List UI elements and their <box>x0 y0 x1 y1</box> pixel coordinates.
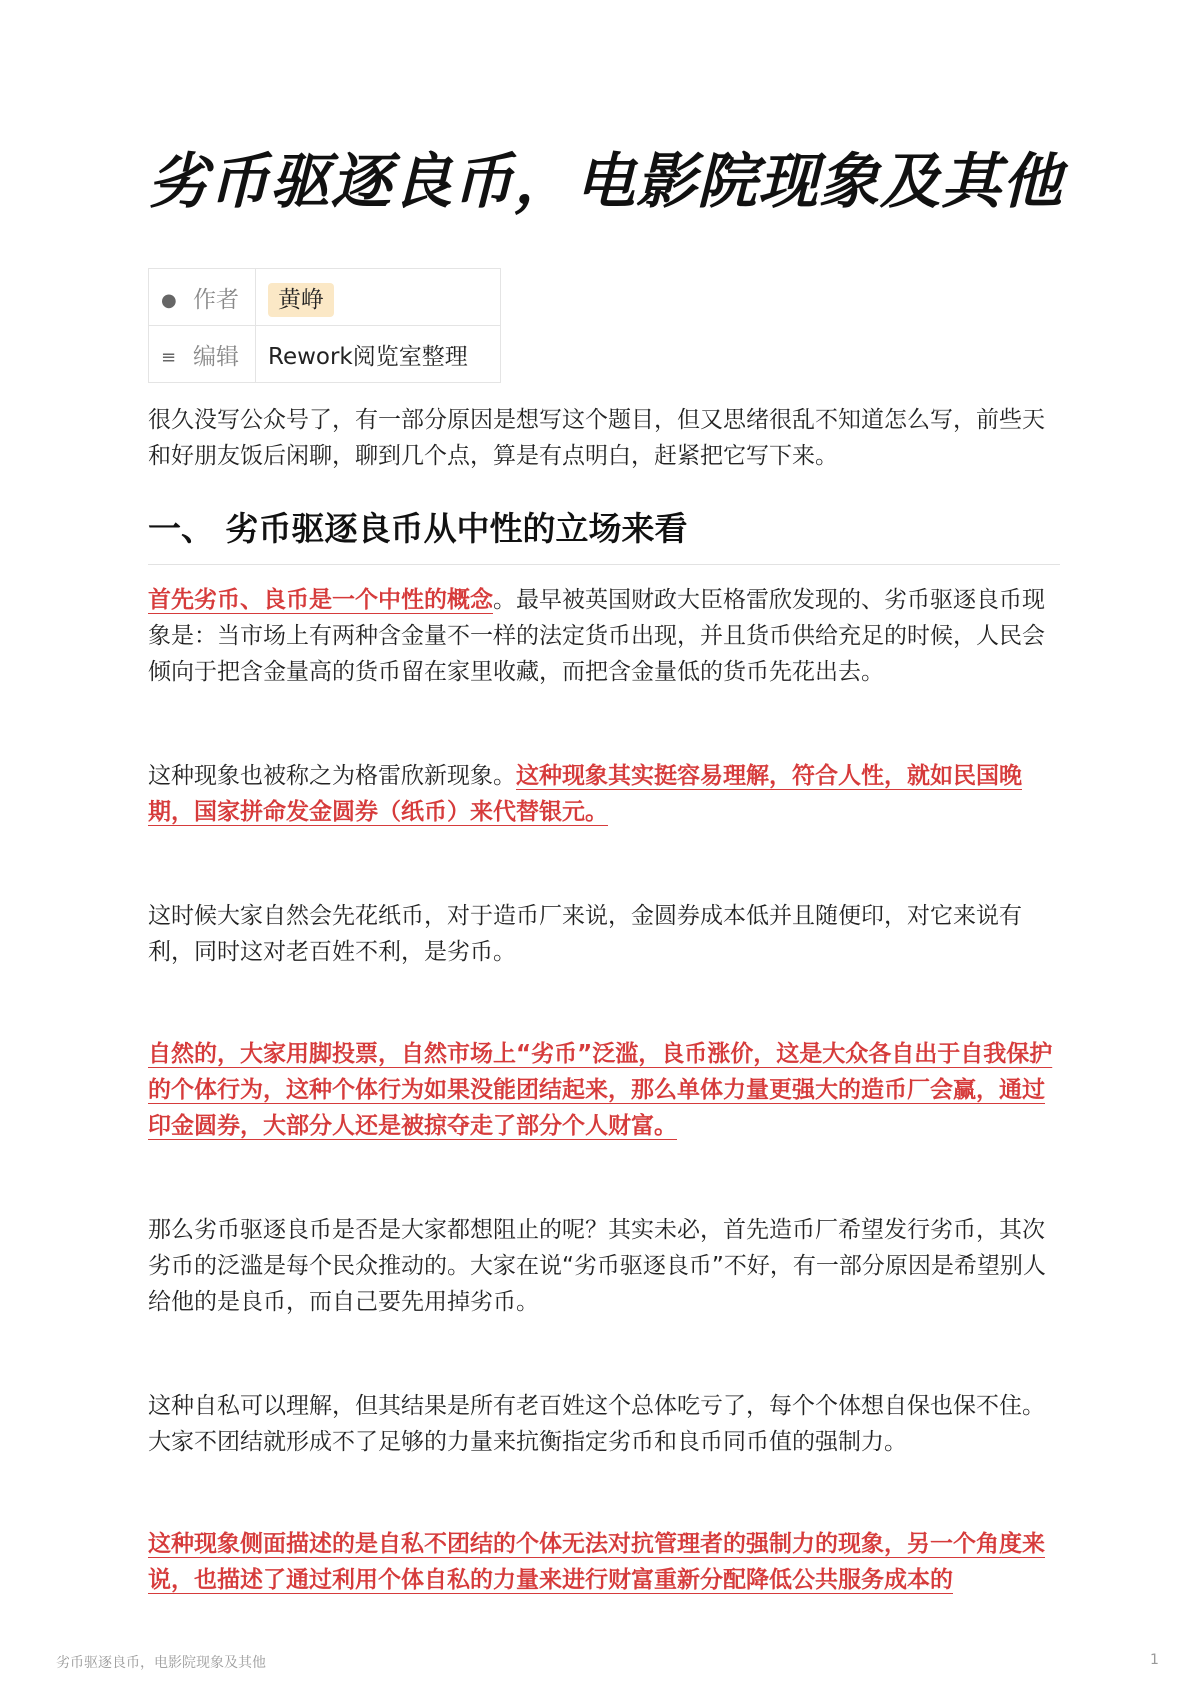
paragraph-7-highlight: 这种现象侧面描述的是自私不团结的个体无法对抗管理者的强制力的现象，另一个角度来说，也描述了通过利用个体自私的力量来进行财富重新分配降低公共服务成本的 <box>148 1531 1045 1593</box>
meta-value-editor: Rework阅览室整理 <box>256 326 501 383</box>
paragraph-2 <box>148 758 1060 830</box>
highlight-text: 这种现象其实挺容易理解，符合人性，就如民国晚期，国家拼命发金圆券（纸币）来代替银元。 <box>148 763 1022 825</box>
paragraph-1 <box>148 582 1060 690</box>
section-heading: 一、 劣币驱逐良币从中性的立场来看 <box>148 504 1060 565</box>
meta-value-author <box>256 269 501 326</box>
paragraph-text: 这种现象也被称之为格雷欣新现象。 <box>148 763 516 789</box>
intro-paragraph: 很久没写公众号了，有一部分原因是想写这个题目，但又思绪很乱不知道怎么写，前些天和好朋友饭后闲聊，聊到几个点，算是有点明白，赶紧把它写下来。 <box>148 407 1045 469</box>
paragraph-6: 这种自私可以理解，但其结果是所有老百姓这个总体吃亏了，每个个体想自保也保不住。大家不团结就形成不了足够的力量来抗衡指定劣币和良币同币值的强制力。 <box>148 1393 1045 1455</box>
author-label: 作者 <box>193 286 239 313</box>
paragraph-4-highlight: 自然的，大家用脚投票，自然市场上“劣币”泛滥，良币涨价，这是大众各自出于自我保护的个体行为，这种个体行为如果没能团结起来，那么单体力量更强大的造币厂会赢，通过印金圆券，大部分人还是被掠夺走了部分个人财富。 <box>148 1041 1053 1139</box>
meta-row-editor <box>149 326 501 383</box>
footer-doc-title: 劣币驱逐良币，电影院现象及其他 <box>56 1655 266 1671</box>
author-tag[interactable]: 黄峥 <box>268 283 334 317</box>
paragraph-text: 。最早被英国财政大臣格雷欣发现的、劣币驱逐良币现象是：当市场上有两种含金量不一样的法定货币出现，并且货币供给充足的时候，人民会倾向于把含金量高的货币留在家里收藏，而把含金量低的货币先花出去。 <box>148 587 1045 685</box>
document-title: 劣币驱逐良币，电影院现象及其他 <box>148 147 1063 217</box>
meta-row-author <box>149 269 501 326</box>
editor-label: 编辑 <box>193 343 239 370</box>
footer-page-number: 1 <box>1150 1652 1159 1668</box>
meta-table <box>148 268 501 383</box>
lines-icon: ≡ <box>161 346 177 368</box>
meta-key-author <box>149 269 256 326</box>
paragraph-5: 那么劣币驱逐良币是否是大家都想阻止的呢？其实未必，首先造币厂希望发行劣币，其次劣币的泛滥是每个民众推动的。大家在说“劣币驱逐良币”不好，有一部分原因是希望别人给他的是良币，而自己要先用掉劣币。 <box>148 1217 1046 1315</box>
paragraph-3: 这时候大家自然会先花纸币，对于造币厂来说，金圆券成本低并且随便印，对它来说有利，同时这对老百姓不利，是劣币。 <box>148 903 1022 965</box>
person-icon: ● <box>161 289 177 311</box>
meta-key-editor <box>149 326 256 383</box>
highlight-text: 首先劣币、良币是一个中性的概念 <box>148 587 493 613</box>
